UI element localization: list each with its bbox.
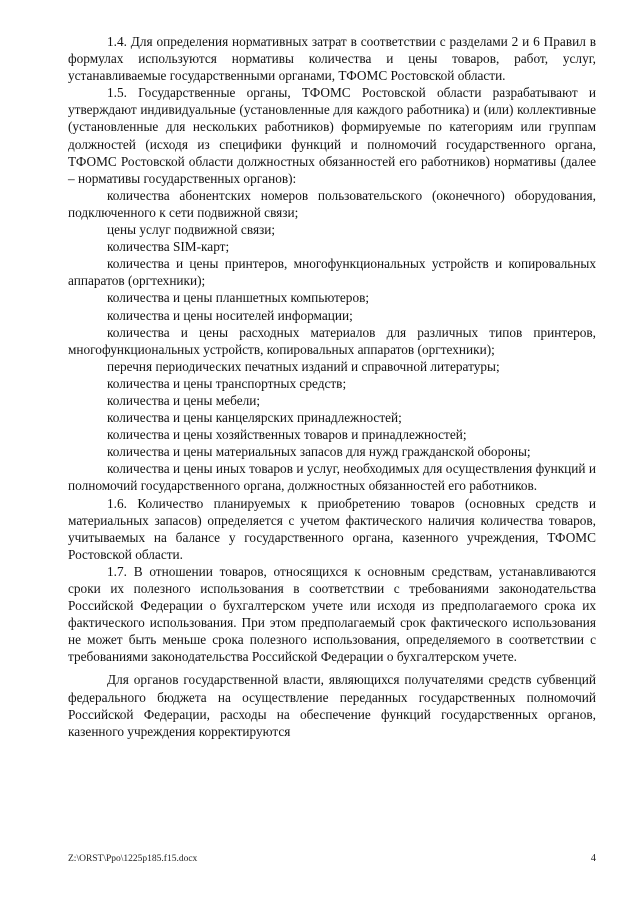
list-item: перечня периодических печатных изданий и справочной литературы;	[107, 358, 500, 374]
list-item: количества SIM-карт;	[107, 239, 230, 255]
paragraph-1-4: 1.4. Для определения нормативных затрат в соответствии с разделами 2 и 6 Правил в формулах используются нормативы количества и цены товаров, работ, услуг, устанавливаемые государственными органами, ТФОМС Ростовской области.	[68, 34, 596, 84]
list-item: цены услуг подвижной связи;	[107, 222, 276, 238]
paragraph-1-5: 1.5. Государственные органы, ТФОМС Ростовской области разрабатывают и утверждают индивидуальные (установленные для каждого работника) и (или) коллективные (установленные для нескольких работников) формируемые по категориям или группам должностей (исходя из специфики функций и полномочий государственного органа, ТФОМС Ростовской области должностных обязанностей его работников) нормативы (далее – нормативы государственных органов):	[68, 85, 596, 186]
list-item: количества и цены иных товаров и услуг, необходимых для осуществления функций и полномочий государственного органа, должностных обязанностей его работников.	[68, 461, 596, 494]
list-item: количества и цены носителей информации;	[107, 307, 353, 323]
list-item: количества и цены транспортных средств;	[107, 375, 347, 391]
paragraph-1-7: 1.7. В отношении товаров, относящихся к основным средствам, устанавливаются сроки их полезного использования в соответствии с требованиями законодательства Российской Федерации о бухгалтерском учете или исходя из предполагаемого срока их фактического использования. При этом предполагаемый срок фактического использования не может быть меньше срока полезного использования, определяемого в соответствии с требованиями законодательства Российской Федерации о бухгалтерском учете.	[68, 563, 596, 665]
list-item: количества и цены хозяйственных товаров и принадлежностей;	[107, 427, 467, 443]
list-item: количества и цены принтеров, многофункциональных устройств и копировальных аппаратов (оргтехники);	[68, 256, 596, 289]
document-body	[68, 33, 596, 740]
list-item: количества и цены планшетных компьютеров;	[107, 290, 370, 306]
list-item: количества абонентских номеров пользовательского (оконечного) оборудования, подключенного к сети подвижной связи;	[68, 187, 596, 220]
list-item: количества и цены мебели;	[107, 392, 261, 408]
paragraph-1-6: 1.6. Количество планируемых к приобретению товаров (основных средств и материальных запасов) определяется с учетом фактического наличия количества товаров, учитываемых на балансе у государственного органа, казенного учреждения, ТФОМС Ростовской области.	[68, 495, 596, 562]
paragraph-federal-subventions: Для органов государственной власти, являющихся получателями средств субвенций федерального бюджета на осуществление переданных государственных полномочий Российской Федерации, расходы на обеспечение функций государственных органов, казенного учреждения корректируются	[68, 672, 596, 739]
page-number: 4	[590, 853, 596, 864]
list-item: количества и цены материальных запасов для нужд гражданской обороны;	[107, 444, 531, 460]
footer-file-path: Z:\ORST\Ppo\1225p185.f15.docx	[68, 854, 198, 864]
list-item: количества и цены расходных материалов для различных типов принтеров, многофункциональных устройств, копировальных аппаратов (оргтехники);	[68, 324, 596, 357]
list-item: количества и цены канцелярских принадлежностей;	[107, 410, 402, 426]
